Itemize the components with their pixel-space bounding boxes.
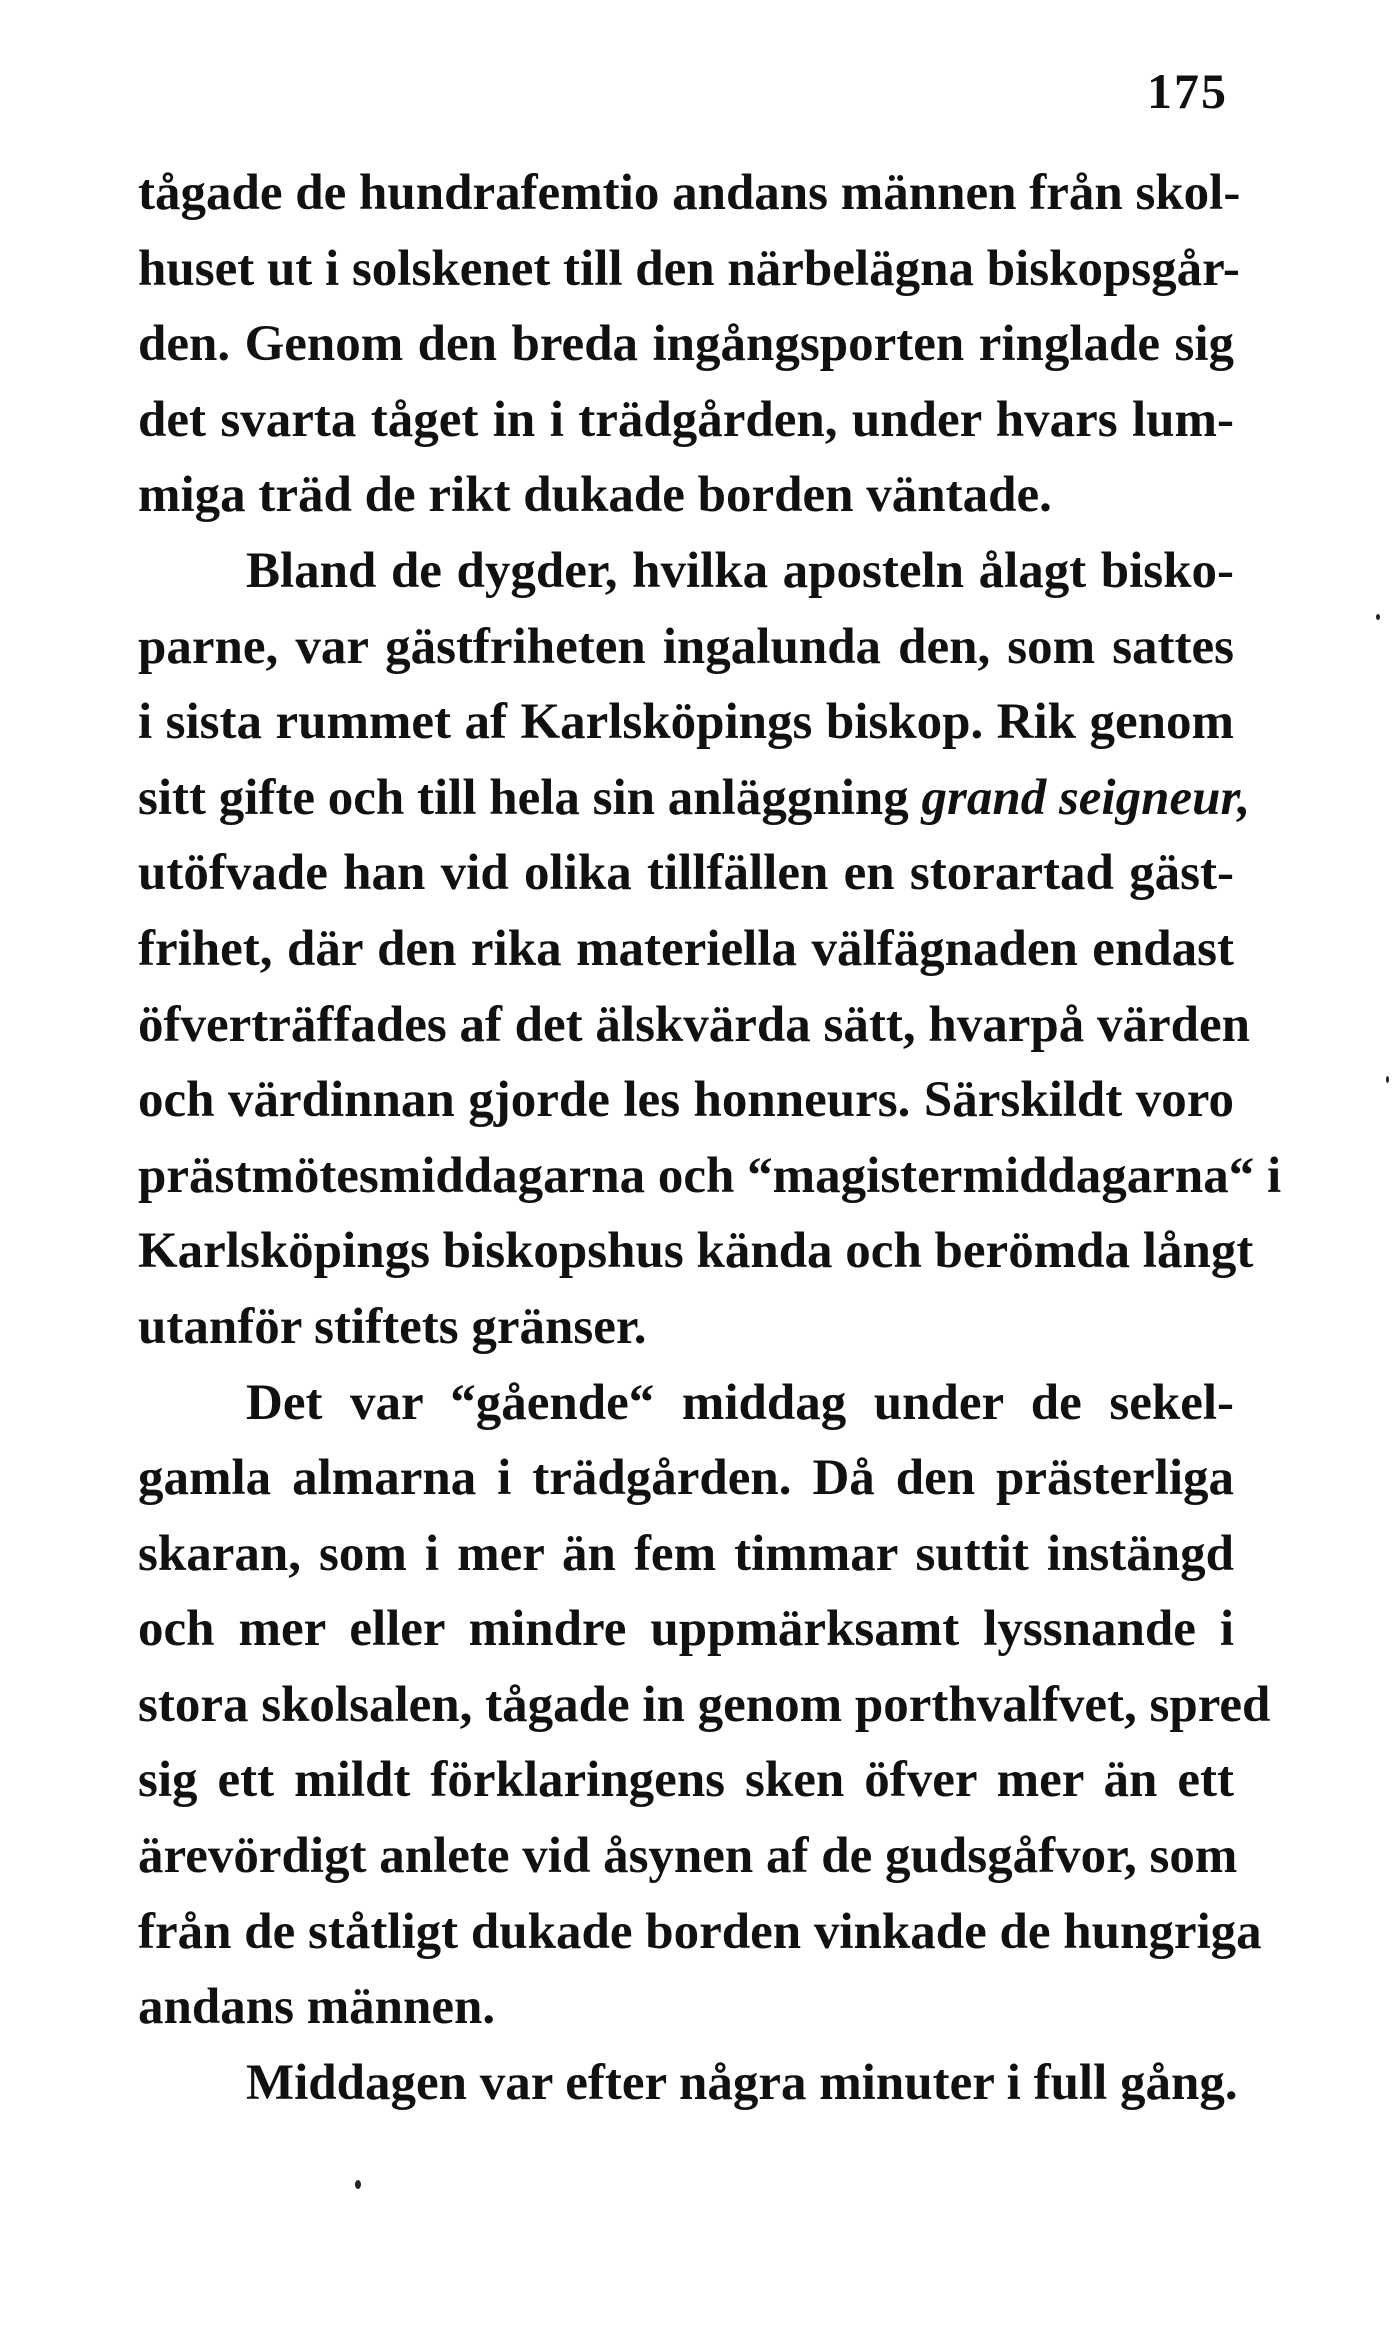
text-line: stora skolsalen, tågade in genom porthvalfvet, spred [138, 1676, 1271, 1733]
text-line: den. Genom den breda ingångsporten ringlade sig [138, 316, 1234, 373]
text-line: och värdinnan gjorde les honneurs. Särskildt voro [138, 1072, 1234, 1129]
scan-speck [355, 2180, 361, 2189]
page-number: 175 [1147, 63, 1228, 119]
text-line: Det var “gående“ middag under de sekel- [246, 1374, 1234, 1431]
scan-speck [1376, 614, 1380, 620]
text-line: från de ståtligt dukade borden vinkade de hungriga [138, 1903, 1262, 1960]
text-line: Karlsköpings biskopshus kända och berömda långt [138, 1223, 1254, 1280]
text-line: prästmötesmiddagarna och “magistermiddagarna“ i [138, 1147, 1282, 1204]
text-line: och mer eller mindre uppmärksamt lyssnande i [138, 1601, 1234, 1658]
text-line: utanför stiftets gränser. [138, 1298, 647, 1355]
text-line: i sista rummet af Karlsköpings biskop. Rik genom [138, 694, 1234, 751]
italic-phrase: grand seigneur, [921, 769, 1251, 826]
scan-speck [1386, 1076, 1389, 1083]
text-segment: sitt gifte och till hela sin anläggning [138, 769, 922, 826]
text-line: skaran, som i mer än fem timmar suttit instängd [138, 1525, 1234, 1582]
body-text [138, 156, 1282, 2121]
text-line: sig ett mildt förklaringens sken öfver mer än ett [138, 1752, 1234, 1809]
text-line: öfverträffades af det älskvärda sätt, hvarpå värden [138, 996, 1250, 1053]
text-line: det svarta tåget in i trädgården, under hvars lum- [138, 391, 1234, 448]
text-line-with-italic [138, 761, 1251, 837]
text-line: tågade de hundrafemtio andans männen från skol- [138, 165, 1241, 221]
text-line: Middagen var efter några minuter i full gång. [246, 2054, 1238, 2111]
text-line: utöfvade han vid olika tillfällen en storartad gäst- [138, 845, 1234, 902]
text-line: gamla almarna i trädgården. Då den prästerliga [138, 1450, 1234, 1507]
text-line: huset ut i solskenet till den närbelägna biskopsgår- [138, 240, 1240, 297]
text-line: andans männen. [138, 1979, 496, 2036]
text-line: ärevördigt anlete vid åsynen af de gudsgåfvor, som [138, 1828, 1238, 1885]
text-line: miga träd de rikt dukade borden väntade. [138, 467, 1052, 524]
text-line: parne, var gästfriheten ingalunda den, som sattes [138, 618, 1234, 675]
text-line: frihet, där den rika materiella välfägnaden endast [138, 920, 1234, 977]
text-line: Bland de dygder, hvilka aposteln ålagt bisko- [246, 542, 1234, 599]
